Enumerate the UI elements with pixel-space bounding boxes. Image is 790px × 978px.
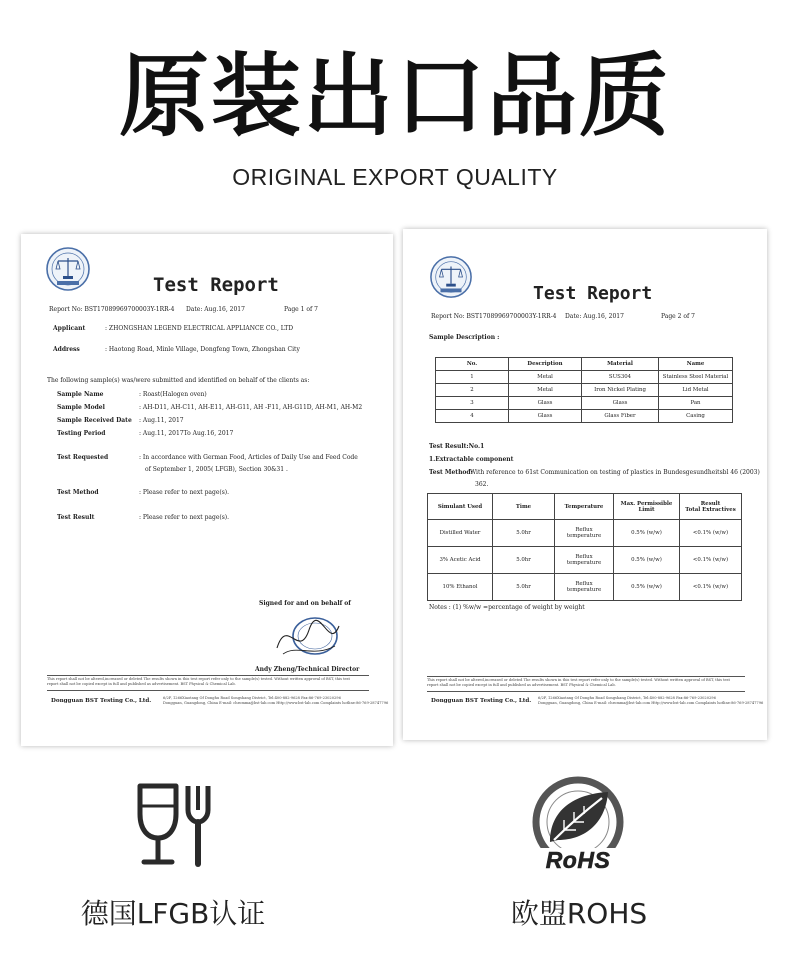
table-row <box>436 371 733 384</box>
cell-line: temperature <box>566 587 602 593</box>
disclaimer-line-2: report shall not be copied except in full and published as advertisement. BST Physical & Chemical Lab. <box>427 683 616 687</box>
cell-line: Reflux <box>575 554 593 560</box>
test-report-page-1 <box>21 234 393 746</box>
cell-line: Reflux <box>575 527 593 533</box>
cell-line: Reflux <box>575 581 593 587</box>
page-subtitle: ORIGINAL EXPORT QUALITY <box>232 164 558 190</box>
test-requested-label: Test Requested <box>57 454 109 461</box>
divider <box>47 690 369 691</box>
page-title: 原装出口品质 <box>119 44 671 149</box>
table-cell: 1 <box>436 371 509 384</box>
table-cell: 5.0hr <box>493 547 555 574</box>
testing-period-value: : Aug.11, 2017To Aug.16, 2017 <box>139 430 234 437</box>
disclaimer-line-1: This report shall not be altered,increased or deleted The results shown in this test report refer only to the sample(s) tested. Without written approval of BST, this test <box>427 678 730 682</box>
table-cell: Glass <box>582 397 659 410</box>
sample-name-value: : Roast(Halogen oven) <box>139 391 207 398</box>
notes-text: Notes : (1) %w/w =percentage of weight by weight <box>429 604 585 611</box>
table-cell: 3% Acetic Acid <box>428 547 493 574</box>
test-result-number: Test Result:No.1 <box>429 443 485 450</box>
table-cell: Casing <box>659 410 733 423</box>
sample-description-table <box>435 357 733 423</box>
table-row <box>428 574 742 601</box>
lfgb-label: 德国LFGB认证 <box>80 897 266 930</box>
table-cell: Glass <box>509 410 582 423</box>
director-name: Andy Zheng/Technical Director <box>255 666 360 673</box>
sample-model-label: Sample Model <box>57 404 105 411</box>
contact-line-2: Dongguan, Guangdong, China E-mail: chromma@bst-lab.com Http://www.bst-lab.com Complaints hotline:86-769-28747796 <box>538 701 764 705</box>
contact-line-1: 6/2F, 1266Xiaotang Of Donghu Road Songshang District, Tel:400-882-9628 Fax:86-769-23020296 <box>163 696 341 700</box>
test-method-text-2: 362. <box>475 481 489 488</box>
test-requested-value: : In accordance with German Food, Articles of Daily Use and Feed Code <box>139 454 358 461</box>
intro-text: The following sample(s) was/were submitted and identified on behalf of the clients as: <box>47 377 310 384</box>
table-row <box>436 397 733 410</box>
table-row <box>428 520 742 547</box>
rohs-mark: RoHS <box>545 847 611 873</box>
table-cell: <0.1% (w/w) <box>680 520 742 547</box>
table-cell: <0.1% (w/w) <box>680 574 742 601</box>
table-cell <box>555 547 614 574</box>
scales-seal-icon <box>429 255 473 299</box>
test-result-table <box>427 493 742 601</box>
table-cell: SUS304 <box>582 371 659 384</box>
rohs-label: 欧盟ROHS <box>510 897 648 930</box>
divider <box>427 676 745 677</box>
test-result-value: : Please refer to next page(s). <box>139 514 230 521</box>
table-cell: 5.0hr <box>493 520 555 547</box>
received-date-label: Sample Received Date <box>57 417 132 424</box>
company-name: Dongguan BST Testing Co., Ltd. <box>51 698 152 704</box>
test-report-page-2 <box>403 229 767 740</box>
test-result-label: Test Result <box>57 514 95 521</box>
sample-description-label: Sample Description : <box>429 334 500 341</box>
signature-stamp-icon <box>269 608 345 666</box>
table-cell: Pan <box>659 397 733 410</box>
report-title: Test Report <box>153 274 279 296</box>
table-row <box>428 547 742 574</box>
column-header: Material <box>582 358 659 371</box>
disclaimer-line-1: This report shall not be altered,increased or deleted The results shown in this test report refer only to the sample(s) tested. Without written approval of BST, this test <box>47 677 350 681</box>
address-value: : Haotong Road, Minle Village, Dongfeng Town, Zhongshan City <box>105 346 300 353</box>
page-number: Page 1 of 7 <box>284 306 318 313</box>
column-header: Simulant Used <box>428 494 493 520</box>
table-cell <box>555 574 614 601</box>
column-header <box>614 494 680 520</box>
header-line: Result <box>700 500 721 507</box>
table-cell: 2 <box>436 384 509 397</box>
column-header: Time <box>493 494 555 520</box>
column-header: Name <box>659 358 733 371</box>
received-date-value: : Aug.11, 2017 <box>139 417 184 424</box>
table-cell: Metal <box>509 371 582 384</box>
divider <box>47 675 369 676</box>
sample-model-value: : AH-D11, AH-C11, AH-E11, AH-G11, AH -F11, AH-G11D, AH-M1, AH-M2 <box>139 404 363 411</box>
cell-line: temperature <box>566 533 602 539</box>
table-cell: 0.5% (w/w) <box>614 520 680 547</box>
table-cell: Iron Nickel Plating <box>582 384 659 397</box>
table-cell: Distilled Water <box>428 520 493 547</box>
page-number: Page 2 of 7 <box>661 313 695 320</box>
testing-period-label: Testing Period <box>57 430 106 437</box>
table-cell: Glass Fiber <box>582 410 659 423</box>
report-date: Date: Aug.16, 2017 <box>565 313 624 320</box>
table-cell: 0.5% (w/w) <box>614 547 680 574</box>
applicant-label: Applicant <box>53 325 86 332</box>
test-method-label: Test Method: <box>429 469 473 476</box>
table-cell: Metal <box>509 384 582 397</box>
table-row <box>436 410 733 423</box>
test-method-text: With reference to 61st Communication on testing of plastics in Bundesgesundheitsbl 46 (2003) <box>470 469 760 476</box>
header-line: Limit <box>638 506 655 513</box>
table-row <box>436 384 733 397</box>
header-line: Max. Permissible <box>620 500 673 507</box>
column-header: Description <box>509 358 582 371</box>
glass-fork-icon <box>130 780 216 870</box>
table-cell: 10% Ethanol <box>428 574 493 601</box>
column-header <box>680 494 742 520</box>
sample-name-label: Sample Name <box>57 391 104 398</box>
applicant-value: : ZHONGSHAN LEGEND ELECTRICAL APPLIANCE CO., LTD <box>105 325 294 332</box>
table-cell: 0.5% (w/w) <box>614 574 680 601</box>
table-cell: 4 <box>436 410 509 423</box>
report-title: Test Report <box>533 283 653 304</box>
column-header: Temperature <box>555 494 614 520</box>
table-cell: Lid Metal <box>659 384 733 397</box>
company-name: Dongguan BST Testing Co., Ltd. <box>431 698 532 704</box>
table-cell: <0.1% (w/w) <box>680 547 742 574</box>
signed-label: Signed for and on behalf of <box>259 600 351 607</box>
test-method-value: : Please refer to next page(s). <box>139 489 230 496</box>
test-method-label: Test Method <box>57 489 99 496</box>
table-cell: 3 <box>436 397 509 410</box>
table-cell: Stainless Steel Material <box>659 371 733 384</box>
extractable-heading: 1.Extractable component <box>429 456 514 463</box>
divider <box>427 691 745 692</box>
table-cell <box>555 520 614 547</box>
contact-line-2: Dongguan, Guangdong, China E-mail: chromma@bst-lab.com Http://www.bst-lab.com Complaints hotline:86-769-28747796 <box>163 701 389 705</box>
cell-line: temperature <box>566 560 602 566</box>
scales-seal-icon <box>45 246 91 292</box>
address-label: Address <box>53 346 80 353</box>
table-cell: 5.0hr <box>493 574 555 601</box>
report-number: Report No: BST17089969700003Y-1RR-4 <box>49 306 175 313</box>
test-requested-value-2: of September 1, 2005( LFGB), Section 30&31 . <box>145 466 288 473</box>
column-header: No. <box>436 358 509 371</box>
report-number: Report No: BST17089969700003Y-1RR-4 <box>431 313 557 320</box>
header-line: Total Extractives <box>685 506 736 513</box>
contact-line-1: 6/2F, 1266Xiaotang Of Donghu Road Songshang District, Tel:400-882-9628 Fax:86-769-23020296 <box>538 696 716 700</box>
report-date: Date: Aug.16, 2017 <box>186 306 245 313</box>
table-cell: Glass <box>509 397 582 410</box>
disclaimer-line-2: report shall not be copied except in full and published as advertisement. BST Physical & Chemical Lab. <box>47 682 236 686</box>
